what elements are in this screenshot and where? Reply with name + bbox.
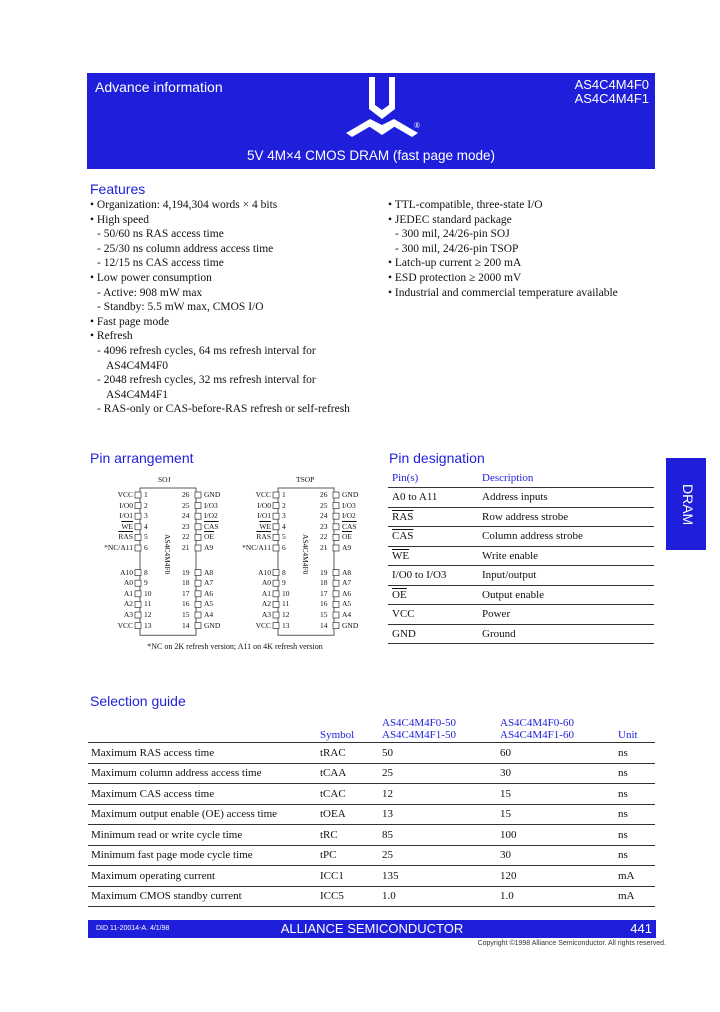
pin-pad [273,612,279,618]
table-row [388,585,654,605]
value-60-cell: 1.0 [497,886,615,907]
package-name: TSOP [296,475,315,484]
pin-pad [135,591,141,597]
pin-cell: A0 to A11 [388,488,478,508]
column-header-symbol: Symbol [317,712,379,743]
value-50-cell: 13 [379,804,497,825]
pin-pad [333,545,339,551]
table-row [88,845,655,866]
value-50-cell: 25 [379,763,497,784]
pin-number: 4 [282,521,286,531]
pin-signal: A10 [258,567,271,577]
pin-number: 25 [182,500,190,510]
pin-signal: A7 [342,578,352,588]
pin-signal: GND [204,490,221,499]
column-header-60 [497,712,615,743]
table-row [388,605,654,625]
pin-number: 22 [320,532,328,542]
feature-item: - 300 mil, 24/26-pin SOJ [395,228,510,241]
pin-pad [135,612,141,618]
pin-number: 1 [282,490,286,499]
table-row [388,488,654,508]
pin-pad [333,623,339,629]
unit-cell: mA [615,866,655,887]
footer-bar [88,920,656,938]
pin-signal: A10 [120,567,133,577]
pin-signal: $\overline{RAS}$ [256,532,271,542]
description-cell: Row address strobe [478,507,654,527]
parameter-cell: Maximum CMOS standby current [88,886,317,907]
feature-item: AS4C4M4F0 [106,359,168,372]
pin-number: 5 [282,532,286,542]
pin-number: 18 [182,578,190,588]
unit-cell: ns [615,825,655,846]
pin-number: 26 [320,490,328,499]
pin-cell: VCC [388,605,478,625]
value-60-cell: 60 [497,743,615,764]
part-number: AS4C4M4F1 [574,91,649,106]
copyright-notice: Copyright ©1998 Alliance Semiconductor. All rights reserved. [477,940,666,947]
value-50-cell: 25 [379,845,497,866]
pin-signal: I/O1 [257,511,271,521]
pin-number: 13 [144,620,152,630]
value-60-cell: 100 [497,825,615,846]
symbol-cell: tOEA [317,804,379,825]
selection-guide [88,712,655,907]
pin-signal: GND [342,490,359,499]
advance-information-label: Advance information [95,79,223,95]
pin-number: 23 [182,521,190,531]
pin-pad [135,623,141,629]
pin-pad [195,492,201,498]
feature-item: • Low power consumption [90,271,212,284]
selection-guide-table [88,712,655,907]
unit-cell: mA [615,886,655,907]
pin-signal: $\overline{CAS}$ [342,521,357,531]
pin-signal: $\overline{OE}$ [204,532,214,542]
dram-tab-label: DRAM [680,484,696,526]
parameter-cell: Minimum fast page mode cycle time [88,845,317,866]
column-header-description: Description [478,470,654,488]
page-number: 441 [630,921,652,936]
features-heading: Features [90,181,146,197]
pin-designation-table [388,470,654,644]
unit-cell: ns [615,845,655,866]
pin-signal: $\overline{WE}$ [121,521,133,531]
pin-cell: GND [388,624,478,644]
pin-signal: I/O0 [257,500,271,510]
symbol-cell: ICC5 [317,886,379,907]
pin-number: 14 [320,620,328,630]
column-header-unit: Unit [615,712,655,743]
pin-signal: $\overline{WE}$ [259,521,271,531]
feature-item: • JEDEC standard package [388,213,512,226]
pin-pad [273,545,279,551]
symbol-cell: tPC [317,845,379,866]
pin-signal: I/O3 [342,500,356,510]
value-60-cell: 15 [497,784,615,805]
pin-pad [195,591,201,597]
table-row [88,825,655,846]
pin-number: 22 [182,532,190,542]
feature-item: • Organization: 4,194,304 words × 4 bits [90,199,278,211]
pin-number: 11 [144,599,152,609]
part-numbers [575,78,649,106]
pin-number: 1 [144,490,148,499]
pin-number: 12 [144,610,152,619]
pin-pad [273,492,279,498]
part-50-b: AS4C4M4F1-50 [382,729,456,741]
unit-cell: ns [615,784,655,805]
pin-signal: A4 [342,610,352,619]
pin-pad [273,623,279,629]
pin-cell: $\overline{WE}$ [388,546,478,566]
symbol-cell: ICC1 [317,866,379,887]
table-row [88,886,655,907]
parameter-cell: Maximum column address access time [88,763,317,784]
pin-number: 21 [182,543,190,552]
pin-number: 19 [182,567,190,577]
part-number: AS4C4M4F0 [574,77,649,92]
features-list-right [388,198,618,300]
pin-signal: I/O2 [342,511,356,521]
pin-signal: I/O1 [119,511,133,521]
pin-pad [333,534,339,540]
pin-cell: I/O0 to I/O3 [388,566,478,586]
value-50-cell: 135 [379,866,497,887]
pin-signal: A4 [204,610,214,619]
pin-number: 8 [144,567,148,577]
pin-cell: $\overline{OE}$ [388,585,478,605]
pin-number: 16 [320,599,328,609]
description-cell: Address inputs [478,488,654,508]
feature-item: - 4096 refresh cycles, 64 ms refresh interval for [97,344,316,357]
table-row [388,507,654,527]
table-row [88,784,655,805]
pin-signal: $\overline{CAS}$ [204,521,219,531]
pin-signal: I/O0 [119,500,133,510]
pin-number: 14 [182,620,190,630]
pin-pad [195,612,201,618]
pin-signal: A7 [204,578,214,588]
pin-pad [273,513,279,519]
pin-signal: A5 [204,599,214,609]
pin-pad [333,503,339,509]
pin-signal: A2 [261,599,271,609]
description-cell: Column address strobe [478,527,654,547]
chip-label: AS4C4M4F0 [301,534,310,575]
pin-number: 26 [182,490,190,499]
table-row [388,527,654,547]
value-60-cell: 120 [497,866,615,887]
pin-pad [273,601,279,607]
banner-subtitle: 5V 4M×4 CMOS DRAM (fast page mode) [247,148,495,163]
value-60-cell: 30 [497,845,615,866]
pin-pad [273,580,279,586]
pin-signal: GND [342,620,359,630]
pin-signal: A1 [123,588,133,598]
pin-number: 17 [182,588,190,598]
column-header-parameter [88,712,317,743]
value-50-cell: 1.0 [379,886,497,907]
parameter-cell: Maximum output enable (OE) access time [88,804,317,825]
pin-signal: VCC [117,620,133,630]
value-50-cell: 50 [379,743,497,764]
pin-diagram-svg [100,470,370,640]
unit-cell: ns [615,763,655,784]
pin-arrangement-diagram [100,470,370,660]
pin-pad [195,580,201,586]
pin-pad [333,570,339,576]
package-name: SOJ [158,475,171,484]
pin-pad [195,513,201,519]
table-row [88,804,655,825]
pin-pad [333,601,339,607]
alliance-logo-icon [340,75,424,145]
column-header-50 [379,712,497,743]
feature-item: • Industrial and commercial temperature available [388,286,618,299]
company-name: ALLIANCE SEMICONDUCTOR [280,921,464,936]
pin-number: 19 [320,567,328,577]
pin-signal: I/O3 [204,500,218,510]
pin-pad [135,601,141,607]
symbol-cell: tCAA [317,763,379,784]
value-50-cell: 12 [379,784,497,805]
pin-signal: $\overline{RAS}$ [118,532,133,542]
pin-number: 3 [282,511,286,521]
pin-signal: A6 [342,588,352,598]
pin-designation-heading: Pin designation [389,450,485,466]
part-50-a: AS4C4M4F0-50 [382,717,456,729]
features-list-left [90,198,350,417]
table-row [388,546,654,566]
pin-arrangement-heading: Pin arrangement [90,450,194,466]
table-row [88,866,655,887]
pin-pad [273,570,279,576]
pin-number: 2 [282,500,286,510]
pin-pad [135,580,141,586]
pin-signal: A5 [342,599,352,609]
pin-pad [333,524,339,530]
pin-cell: $\overline{RAS}$ [388,507,478,527]
value-50-cell: 85 [379,825,497,846]
feature-item: - RAS-only or CAS-before-RAS refresh or self-refresh [97,403,350,416]
pin-signal: A6 [204,588,214,598]
pin-pad [195,570,201,576]
pin-pad [195,601,201,607]
pin-pad [273,524,279,530]
parameter-cell: Maximum operating current [88,866,317,887]
pin-pad [195,524,201,530]
pin-signal: I/O2 [204,511,218,521]
feature-item: • Latch-up current ≥ 200 mA [388,257,522,270]
pin-number: 6 [282,543,286,552]
symbol-cell: tRAC [317,743,379,764]
pin-pad [333,580,339,586]
pin-pad [195,534,201,540]
description-cell: Power [478,605,654,625]
pin-number: 2 [144,500,148,510]
pin-signal: VCC [255,620,271,630]
description-cell: Write enable [478,546,654,566]
pin-signal: A9 [204,543,214,552]
pin-pad [135,524,141,530]
pin-number: 24 [182,511,190,521]
pin-pad [135,545,141,551]
header-banner [87,73,655,169]
table-row [88,743,655,764]
pin-signal: A8 [342,567,352,577]
symbol-cell: tCAC [317,784,379,805]
part-60-b: AS4C4M4F1-60 [500,729,574,741]
pin-number: 10 [282,588,290,598]
feature-item: - Active: 908 mW max [97,286,203,299]
table-row [388,566,654,586]
pin-pad [195,545,201,551]
feature-item: - 300 mil, 24/26-pin TSOP [395,242,519,255]
feature-item: • ESD protection ≥ 2000 mV [388,271,522,284]
dram-section-tab [666,458,706,550]
pin-signal: VCC [255,490,271,499]
pin-pad [333,591,339,597]
pin-signal: *NC/A11 [104,543,133,552]
pin-number: 23 [320,521,328,531]
pin-pad [273,591,279,597]
value-60-cell: 15 [497,804,615,825]
pin-pad [135,534,141,540]
pin-pad [195,503,201,509]
pin-number: 17 [320,588,328,598]
registered-mark: ® [414,121,421,130]
column-header-pins: Pin(s) [388,470,478,488]
pin-number: 10 [144,588,152,598]
pin-number: 24 [320,511,328,521]
pin-number: 21 [320,543,328,552]
pin-number: 4 [144,521,148,531]
pin-number: 11 [282,599,290,609]
pin-signal: A3 [261,610,271,619]
feature-item: - 50/60 ns RAS access time [97,228,224,241]
pin-signal: *NC/A11 [242,543,271,552]
pin-note: *NC on 2K refresh version; A11 on 4K refresh version [147,642,323,651]
pin-pad [135,570,141,576]
pin-number: 25 [320,500,328,510]
pin-signal: A3 [123,610,133,619]
selection-guide-heading: Selection guide [90,693,186,709]
pin-pad [135,492,141,498]
parameter-cell: Maximum RAS access time [88,743,317,764]
feature-item: - 12/15 ns CAS access time [97,257,224,270]
feature-item: • High speed [90,213,149,226]
pin-cell: $\overline{CAS}$ [388,527,478,547]
pin-signal: A1 [261,588,271,598]
pin-pad [273,503,279,509]
pin-number: 6 [144,543,148,552]
pin-pad [333,513,339,519]
document-id: DID 11-20014-A. 4/1/98 [96,925,170,932]
parameter-cell: Maximum CAS access time [88,784,317,805]
description-cell: Ground [478,624,654,644]
pin-number: 8 [282,567,286,577]
pin-number: 13 [282,620,290,630]
parameter-cell: Minimum read or write cycle time [88,825,317,846]
pin-number: 18 [320,578,328,588]
feature-item: AS4C4M4F1 [106,388,168,401]
pin-number: 15 [182,610,190,619]
table-row [88,763,655,784]
pin-signal: GND [204,620,221,630]
part-60-a: AS4C4M4F0-60 [500,717,574,729]
pin-signal: A0 [261,578,271,588]
description-cell: Input/output [478,566,654,586]
table-row [388,624,654,644]
unit-cell: ns [615,804,655,825]
pin-number: 9 [144,578,148,588]
pin-signal: $\overline{OE}$ [342,532,352,542]
feature-item: - Standby: 5.5 mW max, CMOS I/O [97,301,264,314]
feature-item: • Refresh [90,330,133,343]
pin-signal: A2 [123,599,133,609]
pin-number: 15 [320,610,328,619]
feature-item: • Fast page mode [90,315,170,328]
feature-item: - 2048 refresh cycles, 32 ms refresh interval for [97,374,316,387]
pin-pad [273,534,279,540]
pin-signal: A9 [342,543,352,552]
description-cell: Output enable [478,585,654,605]
value-60-cell: 30 [497,763,615,784]
pin-pad [195,623,201,629]
pin-pad [333,492,339,498]
pin-signal: VCC [117,490,133,499]
pin-pad [135,513,141,519]
feature-item: • TTL-compatible, three-state I/O [388,199,543,211]
pin-number: 5 [144,532,148,542]
feature-item: - 25/30 ns column address access time [97,242,274,255]
pin-number: 16 [182,599,190,609]
chip-label: AS4C4M4F0 [163,534,172,575]
pin-pad [135,503,141,509]
pin-number: 3 [144,511,148,521]
pin-signal: A8 [204,567,214,577]
pin-pad [333,612,339,618]
pin-number: 12 [282,610,290,619]
unit-cell: ns [615,743,655,764]
symbol-cell: tRC [317,825,379,846]
pin-signal: A0 [123,578,133,588]
pin-number: 9 [282,578,286,588]
